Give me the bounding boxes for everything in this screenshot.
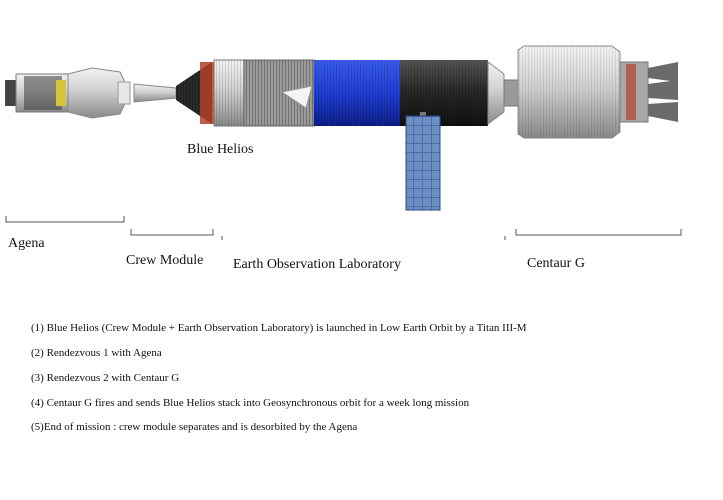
crew-module-bracket [131, 229, 213, 235]
spacecraft-stack-illustration [0, 0, 723, 240]
step-1: (1) Blue Helios (Crew Module + Earth Observation Laboratory) is launched in Low Earth Orbit by a Titan III-M [31, 322, 527, 334]
solar-panel [406, 116, 440, 210]
centaur-g-module [504, 46, 678, 138]
centaur-g-label: Centaur G [527, 256, 585, 271]
title-label: Blue Helios [187, 142, 254, 157]
earth-observation-laboratory-module [244, 60, 504, 210]
agena-module [5, 68, 130, 118]
agena-bracket [6, 216, 124, 222]
earth-observation-laboratory-label: Earth Observation Laboratory [233, 257, 401, 272]
step-3: (3) Rendezvous 2 with Centaur G [31, 372, 180, 384]
step-5: (5)End of mission : crew module separates and is desorbited by the Agena [31, 421, 358, 433]
module-brackets [6, 216, 681, 240]
crew-module-label: Crew Module [126, 253, 204, 268]
crew-module [134, 60, 244, 126]
agena-label: Agena [8, 236, 45, 251]
step-2: (2) Rendezvous 1 with Agena [31, 347, 162, 359]
centaur-g-bracket [516, 229, 681, 235]
step-4: (4) Centaur G fires and sends Blue Helios stack into Geosynchronous orbit for a week long mission [31, 397, 470, 409]
lab-bracket [222, 236, 505, 240]
